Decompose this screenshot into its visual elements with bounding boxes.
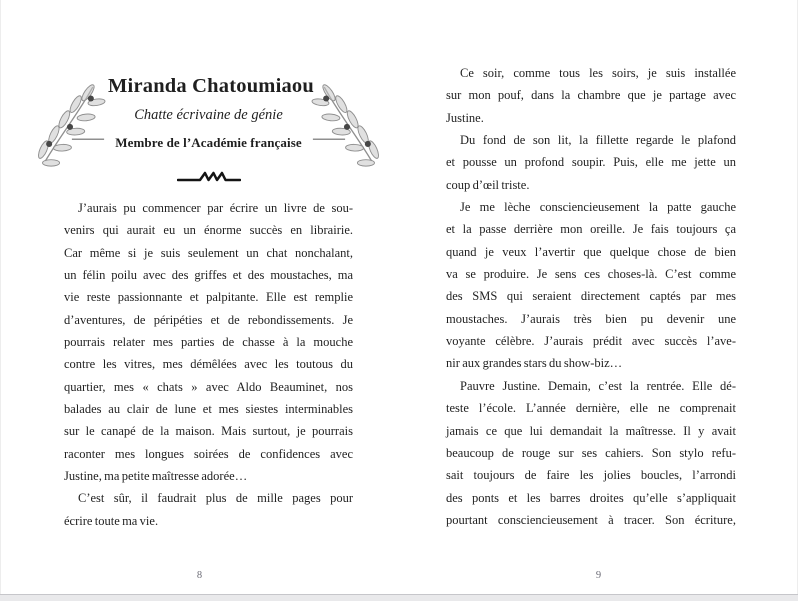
page-number-left: 8 — [196, 570, 203, 581]
text-line: Justine. — [446, 110, 484, 125]
text-line: venirs qui aurait eu un énorme succès en librairie. — [64, 223, 353, 238]
text-line: et la passe derrière mon oreille. Je fais toujours ça — [446, 222, 736, 237]
text-line: des SMS qui seraient directement captés par mes — [446, 289, 736, 304]
text-line: Car même si je suis seulement un chat nonchalant, — [64, 245, 353, 260]
text-line: raconter mes longues soirées de confidences avec — [64, 446, 353, 461]
chapter-title-block — [106, 75, 314, 151]
text-line: des ponts et les barres droites qu’elle s’appliquait — [446, 490, 736, 505]
text-line: Pauvre Justine. Demain, c’est la rentrée. Elle dé- — [460, 378, 736, 393]
text-line: pourtant consciencieusement à tracer. Son écriture, — [446, 512, 736, 527]
chapter-header — [34, 66, 383, 160]
text-line: Ce soir, comme tous les soirs, je suis installée — [460, 66, 736, 80]
text-line: Je me lèche consciencieusement la patte gauche — [460, 200, 736, 215]
text-line: vie reste passionnante et palpitante. Elle est remplie — [64, 290, 353, 305]
page-left-text — [64, 197, 353, 532]
author-name: Miranda Chatoumiaou — [108, 75, 314, 97]
text-line: d’aventures, de péripéties et de rebondissements. Je — [64, 312, 353, 327]
text-line: contre les vitres, mes démêlées avec les toutous du — [64, 357, 353, 372]
squiggle-divider-icon — [64, 170, 353, 185]
text-line: écrire toute ma vie. — [64, 513, 159, 528]
text-line: va se produire. Je sens ces choses-là. C’est comme — [446, 267, 736, 282]
page-right-text — [446, 62, 736, 531]
text-line: sur mon pouf, dans la chambre que je partage avec — [446, 88, 736, 103]
text-line: jamais ce que lui demandait la maîtresse. Il y avait — [446, 423, 736, 438]
text-line: teste l’école. L’année dernière, elle ne comprenait — [446, 401, 736, 416]
text-line: quand je veux l’avertir que quelque chose de bien — [446, 244, 736, 259]
text-line: balades au clair de lune et mes siestes interminables — [64, 402, 353, 417]
text-line: Du fond de son lit, la fillette regarde le plafond — [460, 133, 736, 148]
text-line: J’aurais pu commencer par écrire un livre de sou- — [78, 201, 353, 215]
page-number-right: 9 — [595, 570, 602, 581]
text-line: beaucoup de rouge sur ses cahiers. Son stylo refu- — [446, 445, 736, 460]
olive-branch-icon — [34, 66, 106, 160]
text-line: C’est sûr, il faudrait plus de mille pages pour — [78, 491, 353, 506]
text-line: pourrais relater mes parties de chasse à la mouche — [64, 335, 353, 350]
text-line: sur le canapé de la maison. Mais surtout, je pourrais — [64, 424, 353, 439]
text-line: et pousse un profond soupir. Puis, elle me jette un — [446, 155, 736, 170]
text-line: un félin poilu avec des griffes et des moustaches, ma — [64, 268, 353, 283]
text-line: moustaches. J’aurais très bien pu devenir une — [446, 311, 736, 326]
viewer-bottom-bar — [0, 594, 798, 601]
page-right — [399, 0, 798, 594]
text-line: voyante célèbre. J’aurais prédit avec succès l’ave- — [446, 334, 736, 349]
author-role: Chatte écrivaine de génie — [134, 107, 283, 123]
olive-branch-icon — [311, 66, 383, 160]
text-line: sait toujours de faire les jolies boucles, l’arrondi — [446, 468, 736, 483]
text-line: quartier, mes « chats » avec Aldo Beauminet, nos — [64, 379, 353, 394]
text-line: Justine, ma petite maîtresse adorée… — [64, 469, 248, 484]
text-line: coup d’œil triste. — [446, 177, 530, 192]
text-line: nir aux grandes stars du show-biz… — [446, 356, 623, 371]
page-left — [0, 0, 399, 594]
author-membership: Membre de l’Académie française — [115, 135, 302, 150]
